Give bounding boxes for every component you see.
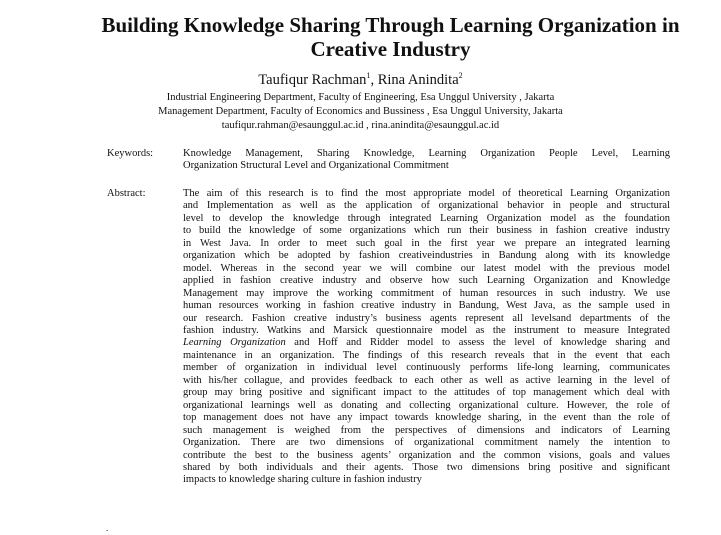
affiliation-line: Management Department, Faculty of Economics and Bussiness , Esa Unggul University, Jakarta	[158, 106, 563, 117]
text-line: impacts to knowledge sharing culture in fashion industry	[183, 474, 422, 486]
text-line: such management is weighed from the perspectives of dimensions and indicators of Learning	[183, 424, 670, 436]
text-line: in West Java. In order to meet such goal in the first year we prepare an integrated learning	[183, 237, 670, 249]
text-line: contribute the best to the business agents’ organization and the common visions, goals and values	[183, 449, 670, 461]
text-line: member of organization in individual level continuously performs life-long learning, communicates	[183, 362, 670, 374]
author-separator: ,	[370, 72, 378, 88]
text-line: our research. Fashion creative industry’s business agents represent all levelsand departments of the	[183, 312, 670, 324]
affiliation-line: Industrial Engineering Department, Faculty of Engineering, Esa Unggul University , Jakarta	[166, 92, 555, 103]
text-line: group may bring positive and significant impact to the attitudes of top management which deal with	[183, 387, 670, 399]
text-line: with his/her collague, and provides feedback to each other as well as active learning in the level of	[183, 374, 670, 386]
italic-term: Learning Organization	[183, 337, 286, 349]
text-line: top management does not have any impact towards knowledge sharing, in the event than the role of	[183, 412, 670, 424]
footer-mark: .	[106, 523, 109, 533]
text-line: Knowledge Management, Sharing Knowledge, Learning Organization People Level, Learning	[183, 148, 670, 159]
text-line: model. Whereas in the second year we will combine our latest model with the previous model	[183, 262, 670, 274]
text-line: applied in fashion creative industry and observe how such Learning Organization and Knowledge	[183, 275, 670, 287]
abstract-label: Abstract:	[107, 188, 146, 199]
title-line: Creative Industry	[310, 37, 471, 61]
text-line: level to develop the knowledge through integrated Learning Organization model as the foundation	[183, 212, 670, 224]
text-line: Organization. There are two dimensions of organizational commitment namely the intention to	[183, 437, 670, 449]
author-emails: taufiqur.rahman@esaunggul.ac.id , rina.anindita@esaunggul.ac.id	[221, 120, 500, 131]
text-line: The aim of this research is to find the most appropriate model of theoretical Learning Organization	[183, 188, 670, 199]
paper-title	[80, 13, 701, 61]
text-line: organization which be adopted by fashion creativeindustries in Bandung along with its knowledge	[183, 250, 670, 262]
text-line: shared by both individuals and their agents. Those two dimensions bring positive and significant	[183, 461, 670, 473]
text-line: maintenance in an organization. The findings of this research reveals that in the event that each	[183, 349, 670, 361]
text-line: organizational learnings well as donating and collecting organizational culture. However, the role of	[183, 399, 670, 411]
affiliation-mark: 1	[366, 71, 371, 80]
affiliation-mark: 2	[458, 71, 463, 80]
text-line: and Implementation as well as the application of organizational behavior in people and structural	[183, 200, 670, 212]
abstract-text	[183, 188, 670, 487]
text-line: to build the knowledge of some organizations which run their business in fashion creative industry	[183, 225, 670, 237]
author-list	[0, 71, 721, 89]
text-line: Organization Structural Level and Organizational Commitment	[183, 160, 449, 172]
author-name: Taufiqur Rachman	[258, 72, 367, 88]
title-line: Building Knowledge Sharing Through Learning Organization in	[101, 13, 680, 37]
text-line: Management may improve the working commitment of human resources in such industry. We use	[183, 287, 670, 299]
text-line: Learning Organization and Hoff and Ridder model to assess the level of knowledge sharing and	[183, 337, 670, 349]
keywords-label: Keywords:	[107, 148, 154, 159]
author-name: Rina Anindita	[377, 72, 459, 88]
text-line: fashion industry. Watkins and Marsick questionnaire model as the instrument to measure Integrated	[183, 324, 670, 336]
keywords-text	[183, 148, 670, 173]
text-line: human resources working in fashion creative industry in Bandung, West Java, as the sample used in	[183, 300, 670, 312]
